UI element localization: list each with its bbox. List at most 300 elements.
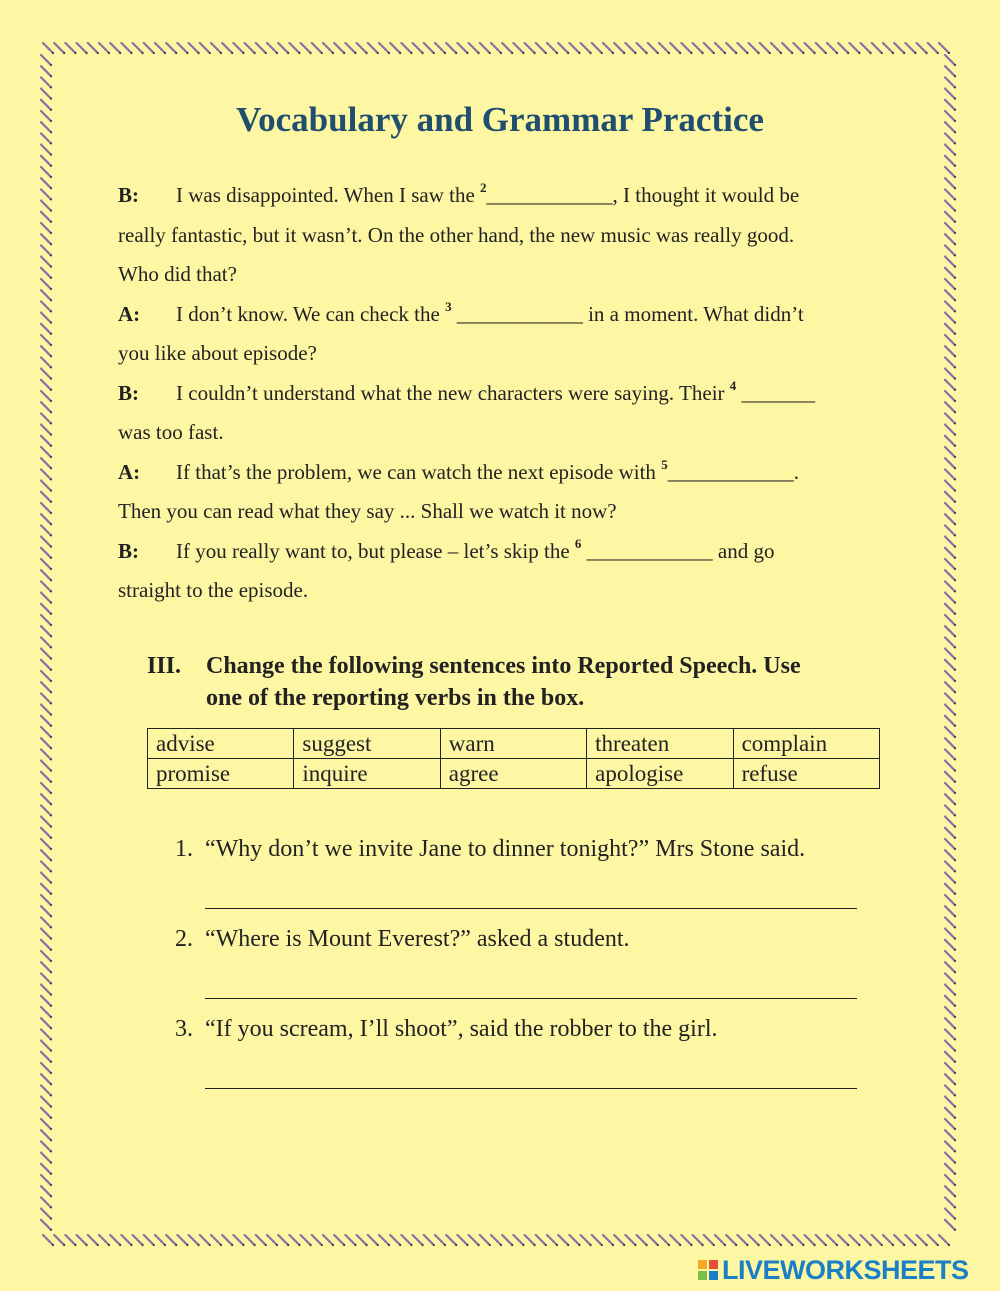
pencil-icon bbox=[41, 369, 51, 379]
pencil-icon bbox=[41, 324, 51, 334]
pencil-icon bbox=[816, 1235, 826, 1245]
pencil-icon bbox=[945, 1007, 955, 1017]
pencil-icon bbox=[41, 212, 51, 222]
pencil-icon bbox=[945, 189, 955, 199]
pencil-icon bbox=[41, 895, 51, 905]
pencil-icon bbox=[41, 604, 51, 614]
pencil-icon bbox=[894, 1235, 904, 1245]
pencil-icon bbox=[41, 940, 51, 950]
pencil-icon bbox=[121, 43, 131, 53]
pencil-icon bbox=[41, 413, 51, 423]
pencil-icon bbox=[945, 1119, 955, 1129]
pencil-icon bbox=[41, 548, 51, 558]
pencil-icon bbox=[945, 917, 955, 927]
pencil-icon bbox=[945, 783, 955, 793]
pencil-icon bbox=[41, 615, 51, 625]
pencil-icon bbox=[945, 839, 955, 849]
pencil-icon bbox=[312, 1235, 322, 1245]
pencil-icon bbox=[945, 1186, 955, 1196]
pencil-icon bbox=[805, 43, 815, 53]
pencil-icon bbox=[41, 929, 51, 939]
pencil-icon bbox=[41, 1052, 51, 1062]
pencil-icon bbox=[805, 1235, 815, 1245]
page-title: Vocabulary and Grammar Practice bbox=[236, 100, 764, 139]
pencil-icon bbox=[849, 43, 859, 53]
pencil-icon bbox=[41, 537, 51, 547]
pencil-icon bbox=[41, 1197, 51, 1207]
pencil-icon bbox=[928, 43, 938, 53]
pencil-icon bbox=[614, 1235, 624, 1245]
pencil-icon bbox=[233, 43, 243, 53]
pencil-icon bbox=[614, 43, 624, 53]
pencil-icon bbox=[945, 1074, 955, 1084]
pencil-icon bbox=[525, 1235, 535, 1245]
pencil-icon bbox=[945, 1175, 955, 1185]
pencil-icon bbox=[782, 1235, 792, 1245]
pencil-icon bbox=[693, 1235, 703, 1245]
pencil-icon bbox=[233, 1235, 243, 1245]
pencil-icon bbox=[681, 43, 691, 53]
pencil-icon bbox=[771, 43, 781, 53]
pencil-icon bbox=[469, 1235, 479, 1245]
pencil-icon bbox=[289, 1235, 299, 1245]
pencil-icon bbox=[77, 43, 87, 53]
speaker-label: A: bbox=[118, 301, 141, 326]
pencil-icon bbox=[945, 660, 955, 670]
answer-line-1[interactable] bbox=[205, 908, 857, 909]
verb-cell: threaten bbox=[587, 729, 733, 759]
pencil-icon bbox=[670, 43, 680, 53]
pencil-icon bbox=[424, 43, 434, 53]
pencil-icon bbox=[945, 973, 955, 983]
pencil-icon bbox=[41, 917, 51, 927]
pencil-icon bbox=[945, 817, 955, 827]
pencil-icon bbox=[945, 1085, 955, 1095]
pencil-icon bbox=[749, 1235, 759, 1245]
pencil-icon bbox=[945, 503, 955, 513]
answer-blank[interactable]: ____________ and go bbox=[581, 538, 775, 563]
blank-number: 2 bbox=[480, 180, 487, 195]
pencil-icon bbox=[945, 805, 955, 815]
pencil-icon bbox=[41, 77, 51, 87]
pencil-icon bbox=[99, 1235, 109, 1245]
exercise-item: 2. “Where is Mount Everest?” asked a student. bbox=[175, 926, 630, 952]
pencil-icon bbox=[110, 43, 120, 53]
pencil-icon bbox=[177, 43, 187, 53]
pencil-icon bbox=[65, 43, 75, 53]
pencil-icon bbox=[945, 66, 955, 76]
pencil-icon bbox=[256, 43, 266, 53]
verb-cell: refuse bbox=[733, 759, 879, 789]
pencil-icon bbox=[41, 570, 51, 580]
pencil-icon bbox=[525, 43, 535, 53]
pencil-icon bbox=[726, 1235, 736, 1245]
pencil-icon bbox=[345, 43, 355, 53]
answer-line-2[interactable] bbox=[205, 998, 857, 999]
pencil-icon bbox=[41, 873, 51, 883]
pencil-icon bbox=[945, 447, 955, 457]
pencil-icon bbox=[41, 861, 51, 871]
pencil-icon bbox=[928, 1235, 938, 1245]
pencil-icon bbox=[41, 503, 51, 513]
pencil-icon bbox=[379, 1235, 389, 1245]
pencil-icon bbox=[945, 55, 955, 65]
pencil-icon bbox=[41, 458, 51, 468]
pencil-icon bbox=[749, 43, 759, 53]
pencil-icon bbox=[945, 268, 955, 278]
pencil-icon bbox=[278, 43, 288, 53]
pencil-icon bbox=[401, 1235, 411, 1245]
pencil-icon bbox=[323, 1235, 333, 1245]
pencil-icon bbox=[211, 43, 221, 53]
pencil-icon bbox=[133, 43, 143, 53]
dialogue-line: Then you can read what they say ... Shall we watch it now? bbox=[118, 499, 617, 523]
pencil-icon bbox=[99, 43, 109, 53]
pencil-icon bbox=[41, 637, 51, 647]
pencil-icon bbox=[413, 43, 423, 53]
pencil-icon bbox=[945, 89, 955, 99]
pencil-icon bbox=[41, 402, 51, 412]
pencil-icon bbox=[945, 693, 955, 703]
pencil-icon bbox=[41, 1063, 51, 1073]
pencil-icon bbox=[704, 1235, 714, 1245]
pencil-icon bbox=[945, 671, 955, 681]
answer-line-3[interactable] bbox=[205, 1088, 857, 1089]
pencil-icon bbox=[945, 895, 955, 905]
pencil-icon bbox=[603, 1235, 613, 1245]
pencil-icon bbox=[513, 1235, 523, 1245]
pencil-icon bbox=[536, 1235, 546, 1245]
pencil-icon bbox=[558, 1235, 568, 1245]
pencil-icon bbox=[390, 1235, 400, 1245]
dialogue-line: you like about episode? bbox=[118, 341, 317, 365]
pencil-icon bbox=[357, 43, 367, 53]
pencil-icon bbox=[945, 727, 955, 737]
pencil-icon bbox=[379, 43, 389, 53]
dialogue-line: B: I couldn’t understand what the new characters were saying. Their $^4$ _______ bbox=[118, 374, 878, 414]
pencil-icon bbox=[883, 43, 893, 53]
pencil-icon bbox=[581, 43, 591, 53]
pencil-icon bbox=[41, 828, 51, 838]
pencil-icon bbox=[945, 290, 955, 300]
pencil-icon bbox=[945, 682, 955, 692]
pencil-icon bbox=[793, 43, 803, 53]
pencil-icon bbox=[41, 705, 51, 715]
pencil-icon bbox=[894, 43, 904, 53]
answer-blank[interactable]: ____________ in a moment. What didn’t bbox=[451, 301, 804, 326]
pencil-icon bbox=[200, 43, 210, 53]
pencil-icon bbox=[41, 1186, 51, 1196]
pencil-icon bbox=[659, 1235, 669, 1245]
pencil-icon bbox=[368, 43, 378, 53]
pencil-icon bbox=[945, 828, 955, 838]
pencil-icon bbox=[945, 469, 955, 479]
verb-cell: inquire bbox=[294, 759, 440, 789]
verbs-row bbox=[148, 759, 880, 789]
pencil-icon bbox=[945, 761, 955, 771]
pencil-icon bbox=[945, 716, 955, 726]
pencil-icon bbox=[945, 402, 955, 412]
pencil-icon bbox=[41, 805, 51, 815]
pencil-icon bbox=[166, 1235, 176, 1245]
pencil-icon bbox=[945, 324, 955, 334]
pencil-icon bbox=[917, 43, 927, 53]
pencil-icon bbox=[872, 43, 882, 53]
dialogue-line: straight to the episode. bbox=[118, 578, 309, 602]
pencil-icon bbox=[945, 537, 955, 547]
pencil-icon bbox=[502, 1235, 512, 1245]
answer-blank[interactable]: ____________. bbox=[667, 459, 799, 484]
verb-cell: promise bbox=[148, 759, 294, 789]
pencil-icon bbox=[945, 1153, 955, 1163]
pencil-icon bbox=[41, 906, 51, 916]
pencil-icon bbox=[41, 1108, 51, 1118]
pencil-icon bbox=[945, 604, 955, 614]
pencil-icon bbox=[267, 1235, 277, 1245]
pencil-icon bbox=[945, 492, 955, 502]
pencil-icon bbox=[945, 850, 955, 860]
pencil-icon bbox=[945, 279, 955, 289]
pencil-icon bbox=[110, 1235, 120, 1245]
pencil-icon bbox=[945, 245, 955, 255]
pencil-icon bbox=[41, 425, 51, 435]
pencil-icon bbox=[41, 1119, 51, 1129]
pencil-icon bbox=[793, 1235, 803, 1245]
pencil-icon bbox=[547, 1235, 557, 1245]
pencil-icon bbox=[424, 1235, 434, 1245]
dialogue-section bbox=[118, 176, 878, 611]
pencil-icon bbox=[323, 43, 333, 53]
pencil-icon bbox=[945, 772, 955, 782]
pencil-icon bbox=[54, 1235, 64, 1245]
pencil-icon bbox=[189, 43, 199, 53]
verb-cell: warn bbox=[440, 729, 586, 759]
pencil-icon bbox=[945, 77, 955, 87]
pencil-icon bbox=[648, 1235, 658, 1245]
pencil-icon bbox=[945, 145, 955, 155]
pencil-icon bbox=[945, 178, 955, 188]
pencil-icon bbox=[41, 447, 51, 457]
pencil-icon bbox=[581, 1235, 591, 1245]
pencil-icon bbox=[760, 43, 770, 53]
pencil-icon bbox=[737, 1235, 747, 1245]
pencil-icon bbox=[502, 43, 512, 53]
pencil-icon bbox=[41, 525, 51, 535]
pencil-icon bbox=[945, 559, 955, 569]
pencil-icon bbox=[312, 43, 322, 53]
pencil-icon bbox=[945, 1197, 955, 1207]
pencil-icon bbox=[945, 962, 955, 972]
dialogue-line: Who did that? bbox=[118, 262, 237, 286]
pencil-icon bbox=[670, 1235, 680, 1245]
section-number: III. bbox=[147, 653, 182, 679]
pencil-icon bbox=[41, 1164, 51, 1174]
verbs-row bbox=[148, 729, 880, 759]
verb-cell: agree bbox=[440, 759, 586, 789]
pencil-icon bbox=[491, 1235, 501, 1245]
dialogue-line: was too fast. bbox=[118, 420, 224, 444]
pencil-icon bbox=[211, 1235, 221, 1245]
pencil-icon bbox=[945, 749, 955, 759]
exercise-item: 3. “If you scream, I’ll shoot”, said the robber to the girl. bbox=[175, 1016, 718, 1042]
pencil-icon bbox=[945, 335, 955, 345]
pencil-icon bbox=[41, 1097, 51, 1107]
pencil-icon bbox=[945, 738, 955, 748]
pencil-icon bbox=[41, 682, 51, 692]
blank-number: 6 bbox=[574, 535, 582, 551]
pencil-icon bbox=[603, 43, 613, 53]
pencil-icon bbox=[54, 43, 64, 53]
pencil-icon bbox=[41, 761, 51, 771]
section-3-heading bbox=[147, 650, 887, 714]
pencil-icon bbox=[917, 1235, 927, 1245]
pencil-icon bbox=[413, 1235, 423, 1245]
pencil-icon bbox=[945, 1063, 955, 1073]
pencil-icon bbox=[41, 985, 51, 995]
pencil-icon bbox=[41, 1029, 51, 1039]
pencil-icon bbox=[41, 514, 51, 524]
pencil-icon bbox=[945, 201, 955, 211]
pencil-icon bbox=[133, 1235, 143, 1245]
pencil-icon bbox=[513, 43, 523, 53]
pencil-icon bbox=[267, 43, 277, 53]
pencil-icon bbox=[945, 212, 955, 222]
pencil-icon bbox=[41, 749, 51, 759]
pencil-icon bbox=[41, 996, 51, 1006]
pencil-icon bbox=[41, 559, 51, 569]
pencil-icon bbox=[166, 43, 176, 53]
pencil-icon bbox=[41, 783, 51, 793]
pencil-icon bbox=[245, 43, 255, 53]
pencil-icon bbox=[625, 43, 635, 53]
pencil-icon bbox=[457, 1235, 467, 1245]
section-instruction: one of the reporting verbs in the box. bbox=[206, 685, 585, 711]
pencil-icon bbox=[592, 43, 602, 53]
pencil-icon bbox=[41, 738, 51, 748]
pencil-icon bbox=[435, 43, 445, 53]
pencil-icon bbox=[41, 357, 51, 367]
pencil-icon bbox=[945, 593, 955, 603]
pencil-icon bbox=[41, 469, 51, 479]
pencil-icon bbox=[569, 43, 579, 53]
pencil-icon bbox=[41, 189, 51, 199]
pencil-icon bbox=[41, 839, 51, 849]
pencil-icon bbox=[41, 1220, 51, 1230]
blank-number: 5 bbox=[661, 456, 668, 472]
logo-icon bbox=[698, 1260, 718, 1280]
pencil-icon bbox=[861, 1235, 871, 1245]
pencil-icon bbox=[41, 962, 51, 972]
pencil-icon bbox=[945, 649, 955, 659]
pencil-icon bbox=[446, 43, 456, 53]
pencil-icon bbox=[945, 313, 955, 323]
pencil-icon bbox=[827, 43, 837, 53]
pencil-icon bbox=[945, 548, 955, 558]
pencil-icon bbox=[345, 1235, 355, 1245]
pencil-icon bbox=[41, 716, 51, 726]
pencil-icon bbox=[368, 1235, 378, 1245]
pencil-icon bbox=[659, 43, 669, 53]
pencil-icon bbox=[945, 234, 955, 244]
pencil-icon bbox=[592, 1235, 602, 1245]
pencil-icon bbox=[41, 973, 51, 983]
pencil-icon bbox=[155, 1235, 165, 1245]
pencil-icon bbox=[41, 492, 51, 502]
pencil-icon bbox=[782, 43, 792, 53]
pencil-icon bbox=[41, 626, 51, 636]
pencil-icon bbox=[726, 43, 736, 53]
pencil-icon bbox=[41, 481, 51, 491]
pencil-icon bbox=[704, 43, 714, 53]
answer-blank[interactable]: _______ bbox=[736, 380, 816, 405]
pencil-icon bbox=[41, 178, 51, 188]
pencil-icon bbox=[41, 772, 51, 782]
pencil-icon bbox=[41, 313, 51, 323]
pencil-icon bbox=[637, 1235, 647, 1245]
pencil-icon bbox=[41, 593, 51, 603]
blank-number: 4 bbox=[729, 377, 737, 393]
pencil-icon bbox=[681, 1235, 691, 1245]
pencil-icon bbox=[41, 223, 51, 233]
pencil-icon bbox=[469, 43, 479, 53]
pencil-icon bbox=[945, 1220, 955, 1230]
pencil-icon bbox=[41, 1141, 51, 1151]
pencil-icon bbox=[945, 581, 955, 591]
pencil-icon bbox=[883, 1235, 893, 1245]
answer-blank[interactable]: ____________, I thought it would be bbox=[486, 183, 800, 207]
pencil-icon bbox=[945, 369, 955, 379]
pencil-icon bbox=[301, 43, 311, 53]
pencil-icon bbox=[222, 1235, 232, 1245]
pencil-icon bbox=[41, 201, 51, 211]
pencil-icon bbox=[41, 1175, 51, 1185]
dialogue-line: A: If that’s the problem, we can watch the next episode with $^5$____________. bbox=[118, 453, 878, 493]
pencil-icon bbox=[43, 1235, 53, 1245]
pencil-icon bbox=[945, 458, 955, 468]
pencil-icon bbox=[43, 43, 53, 53]
pencil-icon bbox=[446, 1235, 456, 1245]
pencil-icon bbox=[144, 1235, 154, 1245]
dialogue-line: B: If you really want to, but please – let’s skip the $^6$ ____________ and go bbox=[118, 532, 878, 572]
pencil-icon bbox=[41, 167, 51, 177]
pencil-icon bbox=[637, 43, 647, 53]
pencil-icon bbox=[861, 43, 871, 53]
pencil-icon bbox=[177, 1235, 187, 1245]
pencil-icon bbox=[715, 1235, 725, 1245]
pencil-icon bbox=[945, 1164, 955, 1174]
pencil-icon bbox=[65, 1235, 75, 1245]
pencil-icon bbox=[939, 1235, 949, 1245]
speaker-label: A: bbox=[118, 459, 141, 484]
pencil-icon bbox=[945, 884, 955, 894]
pencil-icon bbox=[357, 1235, 367, 1245]
pencil-icon bbox=[334, 1235, 344, 1245]
pencil-icon bbox=[945, 1130, 955, 1140]
pencil-icon bbox=[945, 380, 955, 390]
pencil-icon bbox=[737, 43, 747, 53]
pencil-icon bbox=[491, 43, 501, 53]
pencil-icon bbox=[41, 234, 51, 244]
pencil-icon bbox=[289, 43, 299, 53]
pencil-icon bbox=[457, 43, 467, 53]
pencil-icon bbox=[41, 257, 51, 267]
pencil-icon bbox=[945, 1097, 955, 1107]
pencil-icon bbox=[945, 525, 955, 535]
pencil-icon bbox=[760, 1235, 770, 1245]
pencil-icon bbox=[838, 1235, 848, 1245]
pencil-icon bbox=[41, 850, 51, 860]
pencil-icon bbox=[41, 581, 51, 591]
